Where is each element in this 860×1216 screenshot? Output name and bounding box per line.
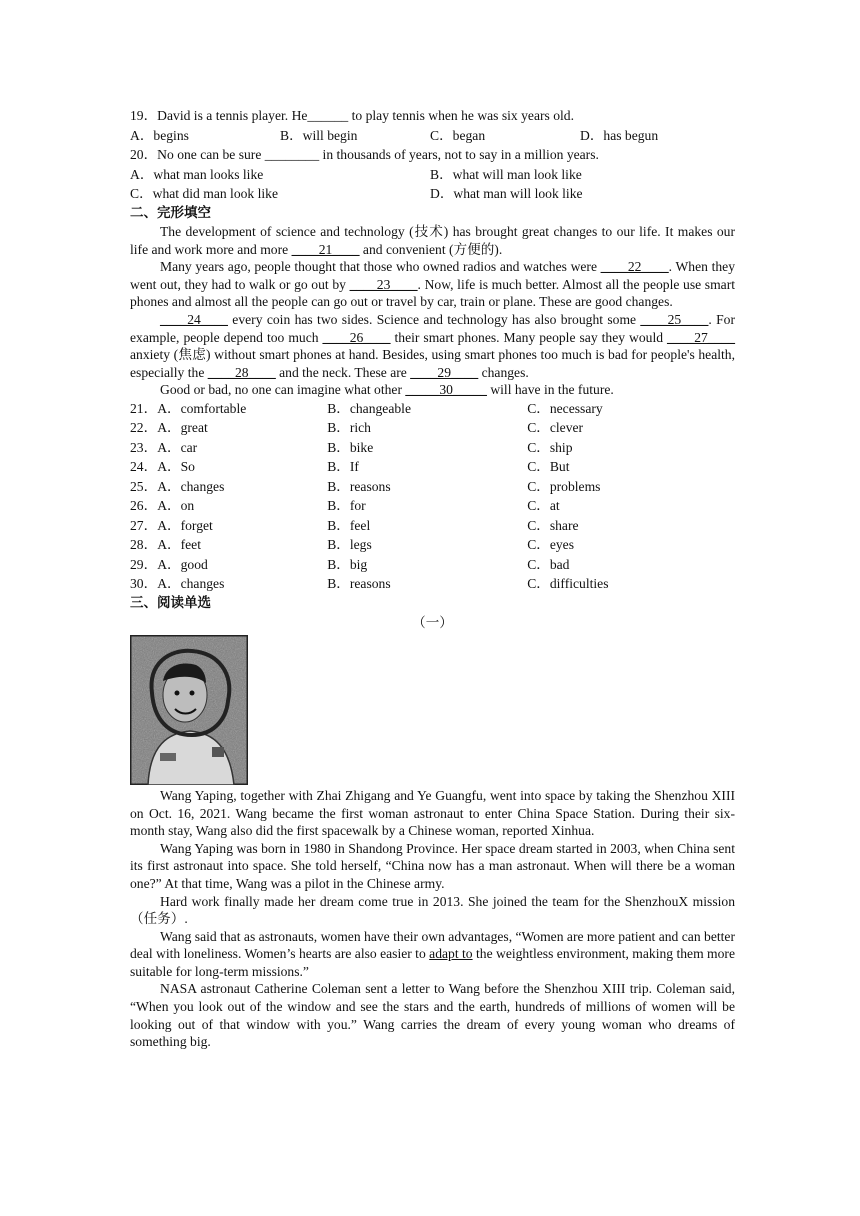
blank-25: ____25____ bbox=[640, 311, 709, 327]
choice-option-b[interactable]: B．changeable bbox=[327, 400, 411, 416]
q20-options-row1 bbox=[130, 165, 735, 185]
choice-option-b[interactable]: B．bike bbox=[327, 439, 374, 455]
choice-option-a[interactable]: A．on bbox=[157, 498, 195, 514]
choice-option-b[interactable]: B．for bbox=[327, 498, 366, 514]
cloze-paragraph-2 bbox=[130, 258, 735, 311]
q19-stem: 19．David is a tennis player. He______ to play tennis when he was six years old. bbox=[130, 108, 574, 123]
choice-number: 26． bbox=[130, 498, 158, 514]
choice-option-b[interactable]: B．reasons bbox=[327, 576, 391, 592]
choice-option-c[interactable]: C．at bbox=[527, 498, 560, 514]
choice-row bbox=[130, 574, 735, 594]
q20-option-c[interactable]: C．what did man look like bbox=[130, 186, 279, 201]
choice-option-c[interactable]: C．clever bbox=[527, 420, 584, 436]
cloze-text: Many years ago, people thought that those who owned radios and watches were bbox=[160, 259, 601, 275]
choice-option-a[interactable]: A．changes bbox=[157, 576, 225, 592]
cloze-text: anxiety (焦虑) without smart phones at hand. Besides, using smart phones too much is bad for people's health, especially the bbox=[130, 347, 735, 380]
cloze-text: . Now, life is much better. Almost all the people use smart phones and almost all the people can go out or travel by car, train or plane. These are good changes. bbox=[130, 276, 736, 310]
choice-option-c[interactable]: C．difficulties bbox=[527, 576, 609, 592]
choice-row bbox=[130, 477, 735, 497]
choice-number: 30． bbox=[130, 576, 158, 592]
choice-option-c[interactable]: C．bad bbox=[527, 556, 570, 572]
exam-page bbox=[130, 106, 735, 1051]
choice-option-a[interactable]: A．So bbox=[157, 459, 195, 475]
choice-row bbox=[130, 438, 735, 458]
choice-option-b[interactable]: B．rich bbox=[327, 420, 371, 436]
cloze-paragraph-3 bbox=[130, 311, 735, 381]
reading-part-label: （一） bbox=[412, 615, 453, 631]
choice-number: 22． bbox=[130, 420, 158, 436]
blank-29: ____29____ bbox=[410, 364, 479, 380]
choice-option-b[interactable]: B．legs bbox=[327, 537, 372, 553]
blank-30: _____30_____ bbox=[405, 382, 487, 398]
q20-option-b[interactable]: B．what will man look like bbox=[430, 166, 582, 182]
blank-21: ____21____ bbox=[291, 241, 360, 257]
blank-27: ____27____ bbox=[667, 329, 735, 345]
choice-option-a[interactable]: A．comfortable bbox=[157, 400, 247, 416]
underlined-phrase: adapt to bbox=[429, 946, 473, 962]
choice-option-a[interactable]: A．feet bbox=[157, 537, 201, 553]
choice-number: 23． bbox=[130, 439, 158, 455]
cloze-text: every coin has two sides. Science and technology has also brought some bbox=[227, 311, 641, 327]
q19-options bbox=[130, 126, 735, 146]
choice-option-a[interactable]: A．forget bbox=[157, 517, 213, 533]
choice-option-c[interactable]: C．eyes bbox=[527, 537, 575, 553]
reading-paragraph-5: NASA astronaut Catherine Coleman sent a letter to Wang before the Shenzhou XIII trip. Coleman said, “When you look out of the window and see the stars and the earth, hundreds of millions of women will be looking out of that window with you.” Wang carries the dream of every young woman who dreams of something big. bbox=[130, 981, 735, 1050]
choice-option-c[interactable]: C．But bbox=[527, 459, 570, 475]
choice-option-c[interactable]: C．ship bbox=[527, 439, 573, 455]
cloze-text: will have in the future. bbox=[486, 382, 614, 398]
q19-option-d[interactable]: D．has begun bbox=[580, 127, 659, 143]
blank-22: ____22____ bbox=[600, 259, 669, 275]
choice-number: 25． bbox=[130, 478, 158, 494]
cloze-paragraph-4 bbox=[130, 381, 735, 399]
choice-number: 29． bbox=[130, 556, 158, 572]
cloze-text: and the neck. These are bbox=[275, 364, 411, 380]
reading-paragraph-1: Wang Yaping, together with Zhai Zhigang and Ye Guangfu, went into space by taking the Shenzhou XIII on Oct. 16, 2021. Wang became the first woman astronaut to enter China Space Station. During their six-month stay, Wang also did the first spacewalk by a Chinese woman, reported Xinhua. bbox=[130, 787, 735, 839]
cloze-choices bbox=[130, 399, 735, 594]
choice-option-c[interactable]: C．necessary bbox=[527, 400, 603, 416]
choice-option-a[interactable]: A．good bbox=[157, 556, 208, 572]
astronaut-photo bbox=[130, 635, 248, 785]
cloze-text: . When they went out, they had to walk or go out by bbox=[130, 259, 735, 292]
reading-text: Wang said that as astronauts, women have their own advantages, “Women are more patient and can better deal with loneliness. Women’s hearts are also easier to bbox=[130, 928, 735, 962]
reading-paragraph-2: Wang Yaping was born in 1980 in Shandong Province. Her space dream started in 2003, when China sent its first astronaut into space. She told herself, “China now has a man astronaut. When will there be a woman one?” At that time, Wang was a pilot in the Chinese army. bbox=[130, 840, 735, 891]
reading-paragraph-3: Hard work finally made her dream come true in 2013. She joined the team for the ShenzhouX mission（任务）. bbox=[130, 893, 735, 927]
blank-28: ____28____ bbox=[207, 364, 276, 380]
reading-paragraph-4 bbox=[130, 928, 735, 981]
choice-row bbox=[130, 418, 735, 438]
choice-option-a[interactable]: A．great bbox=[157, 420, 208, 436]
choice-number: 24． bbox=[130, 459, 158, 475]
q19-option-b[interactable]: B．will begin bbox=[280, 127, 358, 143]
cloze-text: . For example, people depend too much bbox=[130, 311, 735, 345]
cloze-text: their smart phones. Many people say they would bbox=[390, 329, 668, 345]
section-cloze-title: 二、完形填空 bbox=[130, 204, 211, 221]
choice-option-a[interactable]: A．changes bbox=[157, 478, 225, 494]
choice-row bbox=[130, 496, 735, 516]
choice-number: 28． bbox=[130, 537, 158, 553]
choice-row bbox=[130, 399, 735, 419]
q20-options-row2 bbox=[130, 184, 735, 204]
cloze-text: The development of science and technology (技术) has brought great changes to our life. It makes our life and work more and more bbox=[130, 224, 735, 257]
blank-24: ____24____ bbox=[160, 311, 228, 327]
choice-option-a[interactable]: A．car bbox=[157, 439, 198, 455]
q19-option-a[interactable]: A．begins bbox=[130, 127, 189, 143]
choice-row bbox=[130, 555, 735, 575]
choice-option-b[interactable]: B．If bbox=[327, 459, 359, 475]
choice-row bbox=[130, 535, 735, 555]
blank-23: ____23____ bbox=[349, 276, 418, 292]
q20-option-a[interactable]: A．what man looks like bbox=[130, 166, 264, 182]
q20-stem: 20．No one can be sure ________ in thousands of years, not to say in a million years. bbox=[130, 147, 599, 162]
cloze-paragraph-1 bbox=[130, 223, 735, 258]
q20-option-d[interactable]: D．what man will look like bbox=[430, 186, 583, 201]
choice-number: 21． bbox=[130, 400, 158, 416]
choice-option-b[interactable]: B．feel bbox=[327, 517, 371, 533]
choice-row bbox=[130, 457, 735, 477]
choice-option-b[interactable]: B．big bbox=[327, 556, 368, 572]
reading-text: the weightless environment, making them more suitable for long-term missions.” bbox=[130, 946, 735, 979]
cloze-text: and convenient (方便的). bbox=[359, 241, 503, 257]
choice-number: 27． bbox=[130, 517, 158, 533]
blank-26: ____26____ bbox=[322, 329, 391, 345]
cloze-text: changes. bbox=[478, 364, 529, 380]
q19-option-c[interactable]: C．began bbox=[430, 127, 486, 143]
choice-option-b[interactable]: B．reasons bbox=[327, 478, 391, 494]
choice-option-c[interactable]: C．share bbox=[527, 517, 579, 533]
cloze-text: Good or bad, no one can imagine what other bbox=[160, 382, 406, 398]
choice-row bbox=[130, 516, 735, 536]
section-reading-title: 三、阅读单选 bbox=[130, 594, 211, 611]
choice-option-c[interactable]: C．problems bbox=[527, 478, 601, 494]
